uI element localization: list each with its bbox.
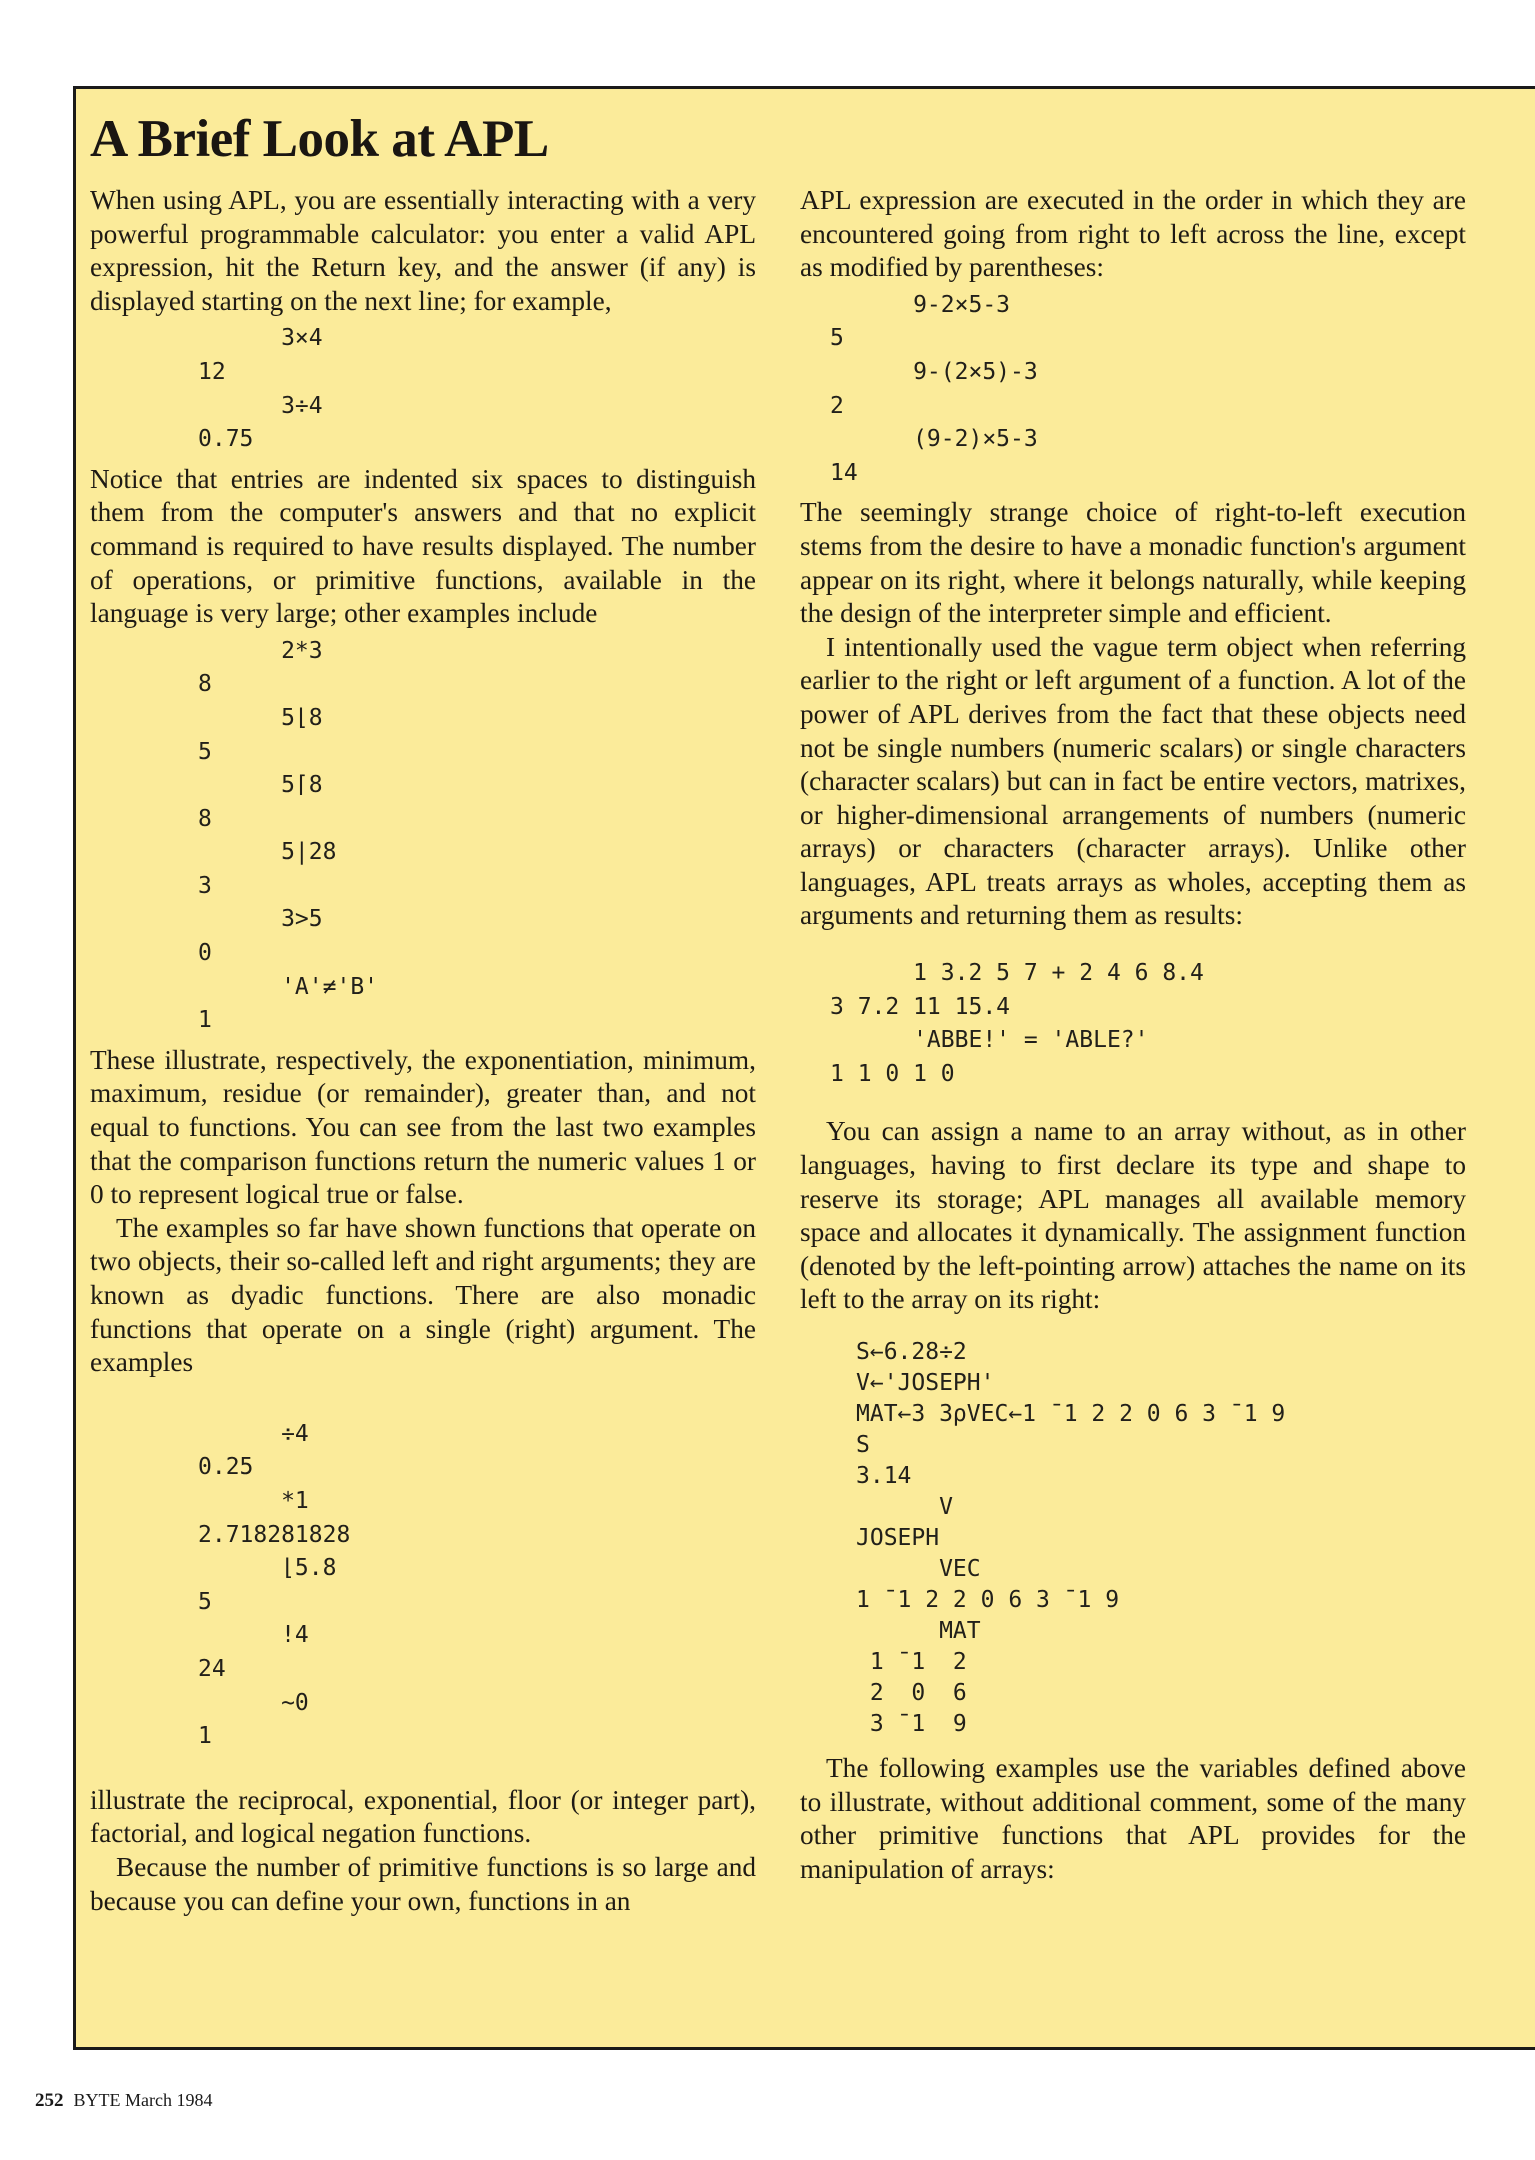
left-code-block-1: 3×4 12 3÷4 0.75 [198, 325, 323, 453]
right-code-block-1: 9-2×5-3 5 9-(2×5)-3 2 (9-2)×5-3 14 [830, 291, 1038, 486]
left-code-block-2: 2*3 8 5⌊8 5 5⌈8 8 5|28 3 3>5 0 'A'≠'B' 1 [198, 637, 379, 1034]
left-paragraph-5: illustrate the reciprocal, exponential, floor (or integer part), factorial, and logical negation functions. [90, 1784, 756, 1849]
left-code-block-3: ÷4 0.25 *1 2.718281828 ⌊5.8 5 !4 24 ~0 1 [198, 1420, 351, 1750]
right-paragraph-3: I intentionally used the vague term object when referring earlier to the right or left argument of a function. A lot of the power of APL derives from the fact that these objects need not be single numbers (numeric scalars) or single characters (character scalars) but can in fact be entire vectors, matrixes, or higher-dimensional arrangements of numbers (numeric arrays) or characters (character arrays). Unlike other languages, APL treats arrays as wholes, accepting them as arguments and returning them as results: [800, 631, 1466, 931]
right-column [800, 184, 1466, 1886]
left-column [90, 184, 756, 1918]
article-title: A Brief Look at APL [90, 110, 549, 168]
publication-info: BYTE March 1984 [73, 2090, 213, 2110]
page-number: 252 [35, 2090, 64, 2111]
right-paragraph-5: The following examples use the variables defined above to illustrate, without additional comment, some of the many other primitive functions that APL provides for the manipulation of arrays: [800, 1753, 1466, 1884]
page-footer [35, 2090, 212, 2112]
right-code-block-3: S←6.28÷2 V←'JOSEPH' MAT←3 3⍴VEC←1 ¯1 2 2 0 6 3 ¯1 9 S 3.14 V JOSEPH VEC 1 ¯1 2 2 0 6 3 ¯1 9 MAT 1 ¯1 2 2 0 6 3 ¯1 9 [856, 1339, 1286, 1737]
left-paragraph-3: These illustrate, respectively, the exponentiation, minimum, maximum, residue (or remainder), greater than, and not equal to functions. You can see from the last two examples that the comparison functions return the numeric values 1 or 0 to represent logical true or false. [90, 1044, 756, 1210]
right-paragraph-2: The seemingly strange choice of right-to-left execution stems from the desire to have a monadic function's argument appear on its right, where it belongs naturally, while keeping the design of the interpreter simple and efficient. [800, 497, 1466, 629]
right-paragraph-1: APL expression are executed in the order in which they are encountered going from right to left across the line, except as modified by parentheses: [800, 185, 1466, 283]
left-paragraph-2: Notice that entries are indented six spaces to distinguish them from the computer's answers and that no explicit command is required to have results displayed. The number of operations, or primitive functions, available in the language is very large; other examples include [90, 463, 756, 629]
right-code-block-2: 1 3.2 5 7 + 2 4 6 8.4 3 7.2 11 15.4 'ABBE!' = 'ABLE?' 1 1 0 1 0 [830, 960, 1204, 1087]
apl-sidebar-box [73, 86, 1535, 2050]
right-paragraph-4: You can assign a name to an array without, as in other languages, having to first declare its type and shape to reserve its storage; APL manages all available memory space and allocates it dynamically. The assignment function (denoted by the left-pointing arrow) attaches the name on its left to the array on its right: [800, 1116, 1466, 1315]
left-paragraph-6: Because the number of primitive functions is so large and because you can define your own, functions in an [90, 1851, 756, 1916]
left-paragraph-4: The examples so far have shown functions that operate on two objects, their so-called left and right arguments; they are known as dyadic functions. There are also monadic functions that operate on a single (right) argument. The examples [90, 1212, 756, 1378]
left-paragraph-1: When using APL, you are essentially interacting with a very powerful programmable calculator: you enter a valid APL expression, hit the Return key, and the answer (if any) is displayed starting on the next line; for example, [90, 185, 756, 316]
